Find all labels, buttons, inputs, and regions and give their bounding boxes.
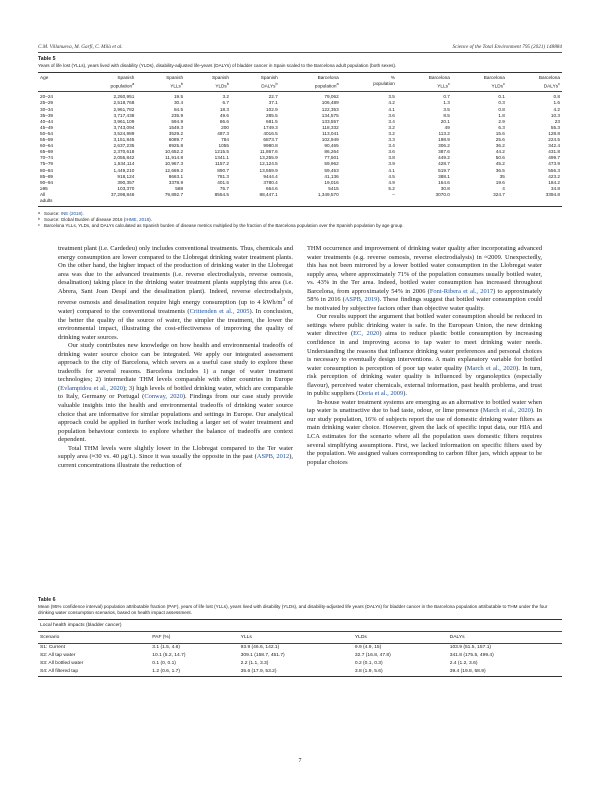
table-cell: 3.8 xyxy=(388,155,395,161)
table-cell: 401.5 xyxy=(217,179,229,185)
table-cell: 0.2 (0.1, 0.3) xyxy=(354,661,383,666)
table-cell: 681.5 xyxy=(265,118,278,124)
table-cell: 79,892.7 xyxy=(164,191,184,197)
table-cell: – xyxy=(392,191,395,197)
table-cell xyxy=(452,198,507,207)
body-column-right xyxy=(307,245,542,470)
table-cell: 387.6 xyxy=(438,149,450,155)
table-cell: 3,524,989 xyxy=(113,130,135,136)
table-cell xyxy=(507,198,562,207)
table-5-header-cell: YLDs$^b$ xyxy=(185,81,231,91)
table-cell: 35 xyxy=(499,173,505,179)
table-cell: 3378.9 xyxy=(168,179,184,185)
table-cell: 449.2 xyxy=(438,155,450,161)
table-cell: 556.3 xyxy=(548,167,560,173)
table-5-header-cell: population$^a$ xyxy=(280,81,341,91)
table-cell: 84.5 xyxy=(173,106,184,112)
table-cell: 3.2 xyxy=(222,94,229,100)
table-cell: 70–74 xyxy=(40,155,54,161)
table-cell: 8.5 xyxy=(443,112,450,118)
table-cell: 6.7 xyxy=(222,100,229,106)
table-cell: 30.4 xyxy=(173,100,184,106)
page-number: 7 xyxy=(298,758,302,764)
table-cell: 3394.8 xyxy=(545,191,560,197)
table-6-header-cell: YLLs xyxy=(239,632,353,644)
table-cell: 113.2 xyxy=(438,130,450,136)
table-cell: 41,136 xyxy=(324,173,339,179)
table-cell: 198.9 xyxy=(438,137,450,143)
table-cell: 3.8 (1.9, 5.6) xyxy=(354,669,383,674)
table-5-header-cell: DALYs$^b$ xyxy=(231,81,280,91)
table-cell: 86,264 xyxy=(324,149,339,155)
table-cell: 473.9 xyxy=(548,161,560,167)
table-cell: 342.4 xyxy=(548,143,560,149)
table-cell: 122,353 xyxy=(321,106,339,112)
table-cell: 4.2 xyxy=(553,106,560,112)
table-cell: 1749.3 xyxy=(263,124,278,130)
table-cell: 3.2 xyxy=(388,130,395,136)
body-column-left xyxy=(58,245,293,470)
table-cell: 4.1 xyxy=(388,167,395,173)
table-cell: 10.1 (5.2, 14.7) xyxy=(152,653,186,658)
table-cell: 3529.2 xyxy=(168,130,184,136)
table-cell: 102,949 xyxy=(321,137,339,143)
table-cell: 200 xyxy=(221,124,229,130)
table-cell xyxy=(231,198,280,207)
table-5 xyxy=(38,56,562,229)
table-cell: 3.1 (1.5, 4.6) xyxy=(152,645,181,650)
table-cell: 1.6 xyxy=(553,100,560,106)
table-cell: All xyxy=(40,191,46,197)
table-5-header-cell: YLLs$^b$ xyxy=(136,81,185,91)
table-cell: 79,062 xyxy=(324,94,339,100)
running-header xyxy=(38,44,562,50)
table-cell: 2,370,618 xyxy=(113,149,135,155)
table-cell: 102.9 xyxy=(265,106,278,112)
table-cell: adults xyxy=(40,197,53,203)
table-6-grid xyxy=(38,619,562,677)
table-6-group-header xyxy=(38,620,562,632)
header-authors: C.M. Villanueva, M. Garfí, C. Milà et al. xyxy=(38,44,123,50)
table-cell: 10,652.2 xyxy=(164,149,184,155)
table-cell: 390,357 xyxy=(117,179,135,185)
table-cell: 235.9 xyxy=(171,112,184,118)
table-cell: 15.6 xyxy=(495,130,505,136)
table-cell: 23 xyxy=(554,118,560,124)
table-cell: 90–94 xyxy=(40,179,54,185)
table-cell: 2,518,768 xyxy=(113,100,135,106)
table-cell: 34.8 xyxy=(550,185,560,191)
table-cell: 133,557 xyxy=(321,118,339,124)
table-cell: 285.5 xyxy=(265,112,278,118)
table-cell: 9.9 (4.9, 15) xyxy=(354,645,382,650)
table-cell: 2,637,235 xyxy=(113,143,135,149)
table-cell: 45–49 xyxy=(40,124,54,130)
table-row xyxy=(38,92,562,101)
table-5-label: Table 5 xyxy=(38,56,56,62)
table-cell: 65–69 xyxy=(40,149,54,155)
table-cell: 113,041 xyxy=(322,130,339,136)
table-cell: 423.2 xyxy=(548,173,560,179)
footnote: c Barcelona YLLs, YLDs, and DALYs calculated as Spanish burden of disease metrics multiplied by the fraction of the Barcelona population over the Spanish population by age group. xyxy=(38,223,404,229)
body-text xyxy=(58,245,542,470)
table-cell: 5.2 xyxy=(388,185,395,191)
table-row xyxy=(38,660,562,668)
table-5-header-cell xyxy=(38,81,75,91)
table-cell: 1215.5 xyxy=(214,149,229,155)
table-6-label: Table 6 xyxy=(38,597,56,603)
table-cell: 5415 xyxy=(328,185,339,191)
table-cell: 499.7 xyxy=(548,155,560,161)
table-cell: 3.4 xyxy=(388,143,395,149)
table-cell: 59,453 xyxy=(324,167,339,173)
table-cell: 55.3 xyxy=(550,124,560,130)
table-cell: 76.7 xyxy=(219,185,229,191)
table-cell: S2: All tap water xyxy=(40,653,76,658)
table-cell: 49.6 xyxy=(219,112,229,118)
table-cell: 20.1 xyxy=(440,118,450,124)
table-cell: 8554.5 xyxy=(214,191,229,197)
table-cell: 30.8 xyxy=(440,185,450,191)
table-cell: 12,669.2 xyxy=(164,167,184,173)
table-cell: 49 xyxy=(444,124,450,130)
group-header-cell: Local health impacts (bladder cancer) xyxy=(38,620,562,632)
table-5-header-cell: Spanish xyxy=(260,75,278,80)
table-cell: 431.8 xyxy=(548,149,560,155)
table-cell: 20–24 xyxy=(40,94,54,100)
table-cell: 309.1 (158.7, 451.7) xyxy=(240,653,285,658)
table-cell: 3,743,094 xyxy=(113,124,135,130)
table-row xyxy=(38,652,562,660)
table-cell: 519.7 xyxy=(438,167,450,173)
table-cell: 37,298,846 xyxy=(110,191,135,197)
table-cell: 1.3 xyxy=(443,100,450,106)
table-cell: 30–34 xyxy=(40,106,54,112)
table-cell: 918,124 xyxy=(117,173,135,179)
table-cell: ≥95 xyxy=(40,185,48,191)
table-cell: 44.2 xyxy=(495,149,505,155)
table-cell: 0.3 xyxy=(498,100,505,106)
table-5-header-cell: Spanish xyxy=(212,75,229,80)
table-6-column-header xyxy=(38,632,562,644)
table-cell: 0.8 xyxy=(553,94,560,100)
table-cell: 4 xyxy=(502,185,505,191)
table-cell: 2.9 xyxy=(498,118,505,124)
table-cell: 3070.0 xyxy=(435,191,450,197)
table-cell: 4.2 xyxy=(388,100,395,106)
table-cell: 4016.5 xyxy=(263,130,278,136)
table-cell: 85–89 xyxy=(40,173,54,179)
table-5-header-cell: Spanish xyxy=(117,75,135,80)
table-cell: 39.4 (19.8, 58.9) xyxy=(449,669,486,674)
table-cell: 1.2 (0.6, 1.7) xyxy=(152,669,181,674)
table-cell: 6.3 xyxy=(498,124,505,130)
table-cell xyxy=(136,198,185,207)
table-cell: 8925.8 xyxy=(168,143,184,149)
table-cell: 9980.8 xyxy=(263,143,278,149)
table-cell xyxy=(185,198,231,207)
table-cell: 50–54 xyxy=(40,130,54,136)
table-cell: 37.1 xyxy=(268,100,278,106)
table-cell: 1341.1 xyxy=(214,155,229,161)
table-cell: 3.2 xyxy=(388,124,395,130)
table-cell: 10,967.3 xyxy=(164,161,184,167)
table-6 xyxy=(38,597,562,677)
table-cell: 103,370 xyxy=(117,185,135,191)
header-rule xyxy=(38,52,562,53)
table-5-header-cell: DALYs$^c$ xyxy=(507,81,562,91)
table-5-header-cell: YLLs$^c$ xyxy=(397,81,452,91)
table-cell: 88,447.1 xyxy=(259,191,278,197)
table-5-header-cell: % xyxy=(390,75,395,80)
table-cell: 3780.4 xyxy=(263,179,278,185)
table-6-header-cell: PAF (%) xyxy=(150,632,238,644)
table-cell: 118,332 xyxy=(322,124,339,130)
table-cell: 0.8 xyxy=(498,106,505,112)
table-cell: 1.8 xyxy=(498,112,505,118)
citation-link: IHME, 2018 xyxy=(125,217,150,223)
table-cell: 19.6 xyxy=(495,179,505,185)
table-cell: 164.6 xyxy=(438,179,450,185)
table-cell: 341.8 (175.5, 499.4) xyxy=(449,653,494,658)
table-cell: 77,501 xyxy=(324,155,339,161)
table-cell: 224.5 xyxy=(548,137,560,143)
table-cell: 11,914.8 xyxy=(165,155,184,161)
table-row xyxy=(38,668,562,677)
paragraph: THM occurrence and improvement of drinking water quality after incorporating advanced water treatments (e.g. reverse osmosis, reverse electrodialysis) in ≈2009. Unexpectedly, this has not been mirrored by a lower bottled water consumption in the Llobregat water supply area, where approximately 71% of the population consumes usually bottled water, vs. 43% in the Ter area. Indeed, bottled water consumption has increased throughout Barcelona, from approximately 54% in 2006 (Font-Ribera et al., 2017) to approximately 58% in 2016 (ASPB, 2019). These findings suggest that bottled water consumption could be motivated by subjective factors other than objective water quality. xyxy=(307,245,543,312)
table-5-grid xyxy=(38,72,562,207)
table-cell: 90,465 xyxy=(324,143,339,149)
table-cell: 60–64 xyxy=(40,143,54,149)
footnote: a Source: INE (2018). xyxy=(38,211,84,217)
table-5-header-cell: population xyxy=(341,81,397,91)
table-cell: 0.7 xyxy=(443,94,450,100)
table-cell: 6873.7 xyxy=(263,137,278,143)
table-cell: 93.9 (46.6, 142.1) xyxy=(240,645,280,650)
footnote: b Source: Global Burden of disease 2016 (IHME, 2018). xyxy=(38,217,152,223)
table-5-header-cell: Age xyxy=(40,75,49,80)
table-5-footnotes xyxy=(38,211,562,229)
header-journal: Science of the Total Environment 795 (2021) 148884 xyxy=(452,44,562,50)
table-cell xyxy=(397,198,452,207)
table-cell: 4.5 xyxy=(388,173,395,179)
table-6-header-cell: DALYs xyxy=(448,632,562,644)
table-cell: 3.5 xyxy=(443,106,450,112)
table-cell: 35–39 xyxy=(40,112,54,118)
table-6-header-cell: YLDs xyxy=(353,632,448,644)
table-cell: 22.7 xyxy=(268,94,278,100)
table-cell: 13,255.9 xyxy=(259,155,278,161)
table-cell: 3.6 xyxy=(388,149,395,155)
table-cell: 3.6 xyxy=(388,112,395,118)
table-cell: 3.5 xyxy=(388,94,395,100)
table-cell: 1,534,114 xyxy=(113,161,135,167)
table-cell: 36.2 xyxy=(495,143,505,149)
paragraph: Our results support the argument that bottled water consumption should be reduced in settings where public drinking water is safe. In the European Union, the new drinking water directive (EC, 2020) aims to reduce plastic bottle consumption by increasing confidence in and improving access to tap water to meet drinking water needs. Understanding the reasons that influence drinking water preferences and personal choices is necessary to eventually design interventions. A main explanatory variable for bottled water consumption is perception of poor tap water quality (March et al., 2020). In turn, risk perception of drinking water quality is influenced by organoleptics (especially flavour), perceived water chemicals, external information, past health problems, and trust in public suppliers (Doria et al., 2009). xyxy=(307,313,542,398)
paragraph: treatment plant (i.e. Cardedeu) only includes conventional treatments. Thus, chemicals and energy consumption are lower compared to the Llobregat drinking water treatment plants. On the other hand, the higher impact of the production of drinking water in the Llobregat area was due to the advanced treatments (i.e. reverse electrodialysis, reverse osmosis, desalination) taking place in the drinking water treatment plants supplying this area (i.e. Abrera, Sant Joan Despí and the desalination plant). Indeed, reverse electrodialysis, reverse osmosis and desalination require high energy consumption (up to 4 kWh/$m^3$ of water) compared to the conventional treatments (Crittenden et al., 2005). In conclusion, the better the quality of the source of water, the simpler the treatment, the lower the environmental impact, illustrating the cost-effectiveness of improving the quality of drinking water sources. xyxy=(58,245,293,341)
table-cell: 10.3 xyxy=(550,112,560,118)
table-cell: 2,260,951 xyxy=(113,94,135,100)
table-cell: 2,055,842 xyxy=(113,155,135,161)
table-cell: 388.1 xyxy=(438,173,450,179)
table-cell: 134,575 xyxy=(321,112,339,118)
table-5-header-cell: Spanish xyxy=(166,75,184,80)
table-cell: 86.6 xyxy=(219,118,229,124)
table-cell: 13,559.9 xyxy=(259,167,278,173)
table-cell: 3,961,109 xyxy=(113,118,135,124)
table-cell: 428.7 xyxy=(438,161,450,167)
table-cell: S1: Current xyxy=(40,645,66,650)
table-cell: 781.3 xyxy=(217,173,229,179)
paragraph: Our study contributes new knowledge on how health and environmental tradeoffs of drinking water source choice can be integrated. We apply our integrated assessment approach to the city of Barcelona, which severs as a useful case study to explore these tradeoffs for several reasons. Barcelona includes 1) a range of water treatment technologies; 2) intermediate THM levels comparable with other countries in Europe (Evlampidou et al., 2020); 3) high levels of bottled drinking water, which are comparable to Italy, Germany or Portugal (Conway, 2020). Findings from our case study provide valuable insights into the health and environmental tradeoffs of drinking water source choice that are informative for similar populations and settings in Europe. Our analytical approach could be applied in further work including a larger set of water treatment and population behaviour contexts to explore whether the balance of tradeoffs are context dependent. xyxy=(58,342,294,444)
paragraph: In-house water treatment systems are emerging as an alternative to bottled water when tap water is unattractive due to bad taste, odour, or lime presence (March et al., 2020). In our study population, 16% of subjects report the use of domestic drinking water filters as main drinking water choice. However, given the lack of specific input data, our HIA and LCA estimates for the scenario where all the population uses domestic filters requires several simplifying assumptions. First, we lacked information on specific filters used by the population. We assigned values corresponding to carbon filter jars, which appear to be popular choices xyxy=(307,398,542,466)
table-cell xyxy=(280,198,341,207)
table-cell: 50.6 xyxy=(495,155,505,161)
table-cell: 18.3 xyxy=(219,106,229,112)
table-cell xyxy=(341,198,397,207)
table-cell: S3: All bottled water xyxy=(40,661,84,666)
table-cell: 19.5 xyxy=(173,94,184,100)
table-cell: 3.4 xyxy=(388,118,395,124)
table-5-header-cell: Barcelona xyxy=(428,75,450,80)
table-cell: 128.8 xyxy=(548,130,560,136)
table-cell: 6089.7 xyxy=(168,137,184,143)
table-cell: 664.6 xyxy=(265,185,278,191)
table-cell: 890.7 xyxy=(217,167,229,173)
table-cell: 0.1 (0, 0.1) xyxy=(152,661,176,666)
citation-link: INE (2018) xyxy=(60,211,83,217)
table-cell: 2.4 (1.2, 3.6) xyxy=(449,661,478,666)
table-cell: 75–79 xyxy=(40,161,54,167)
table-cell: 3.3 xyxy=(388,137,395,143)
table-5-header-cell: population$^a$ xyxy=(75,81,136,91)
table-cell: 1055 xyxy=(218,143,229,149)
table-cell: 3,151,845 xyxy=(113,137,135,143)
table-cell: 36.5 xyxy=(495,167,505,173)
table-cell: 106,489 xyxy=(321,100,339,106)
table-cell: 3.9 xyxy=(388,161,395,167)
table-6-caption: Mean (95% confidence interval) population attributable fraction (PAF), years of life lost (YLLs), years lived with disability (YLDs), and disability-adjusted life years (DALYs) for bladder cancer in the Barcelona population attributable to THM under the four drinking water consumption scenarios, based on health impact assessment. xyxy=(38,604,548,615)
table-5-header-cell: Barcelona xyxy=(538,75,560,80)
table-6-header-cell: Scenario xyxy=(38,632,150,644)
table-cell: 324.7 xyxy=(493,191,505,197)
table-5-header-cell: YLDs$^c$ xyxy=(452,81,507,91)
table-cell: S4: All filtered tap xyxy=(40,669,79,674)
table-cell: 12,124.5 xyxy=(259,161,278,167)
table-cell: 2,961,782 xyxy=(113,106,135,112)
table-cell: 594.9 xyxy=(171,118,184,124)
table-cell: 1,349,570 xyxy=(317,191,339,197)
table-cell: 0.1 xyxy=(498,94,505,100)
table-cell: 784 xyxy=(221,137,229,143)
table-5-header-cell: Barcelona xyxy=(483,75,505,80)
table-row xyxy=(38,644,562,653)
table-cell: 59,962 xyxy=(324,161,339,167)
table-cell xyxy=(75,198,136,207)
table-cell: 45.2 xyxy=(495,161,505,167)
table-cell: 55–59 xyxy=(40,137,54,143)
table-cell: 1549.3 xyxy=(168,124,184,130)
table-cell: 9444.4 xyxy=(263,173,278,179)
table-cell: 2.2 (1.1, 3.3) xyxy=(240,661,269,666)
paragraph: Total THM levels were slightly lower in the Llobregat compared to the Ter water supply area (≈30 vs. 40 μg/L). Since it was usually the opposite in the past (ASPB, 2012), current concentrations illustrate the reduction of xyxy=(58,444,294,469)
table-cell: 487.3 xyxy=(217,130,229,136)
table-cell: 35.6 (17.9, 53.2) xyxy=(240,669,277,674)
table-cell: 184.2 xyxy=(548,179,560,185)
table-cell: 306.2 xyxy=(438,143,450,149)
table-cell: 11,867.6 xyxy=(259,149,278,155)
table-cell: 25.6 xyxy=(495,137,505,143)
table-cell: 25–29 xyxy=(40,100,54,106)
table-cell: 8663.1 xyxy=(168,173,184,179)
table-cell: 588 xyxy=(175,185,184,191)
table-cell: 3,717,438 xyxy=(113,112,135,118)
table-5-header-cell: Barcelona xyxy=(317,75,339,80)
table-cell: 4.9 xyxy=(388,179,395,185)
table-cell: 1,449,210 xyxy=(113,167,135,173)
table-cell: 19,016 xyxy=(324,179,339,185)
table-5-caption: Years of life lost (YLLs), years lived with disability (YLDs), disability-adjusted life-years (DALYs) of bladder cancer in Spain scaled to the Barcelona adult population (both sexes). xyxy=(38,63,397,68)
table-cell: 4.1 xyxy=(388,106,395,112)
table-cell: 1157.2 xyxy=(214,161,229,167)
table-cell: 103.9 (51.5, 157.1) xyxy=(449,645,492,650)
table-cell: 40–44 xyxy=(40,118,54,124)
table-cell: 80–84 xyxy=(40,167,54,173)
table-cell: 32.7 (16.8, 47.8) xyxy=(354,653,391,658)
table-row xyxy=(38,198,562,207)
